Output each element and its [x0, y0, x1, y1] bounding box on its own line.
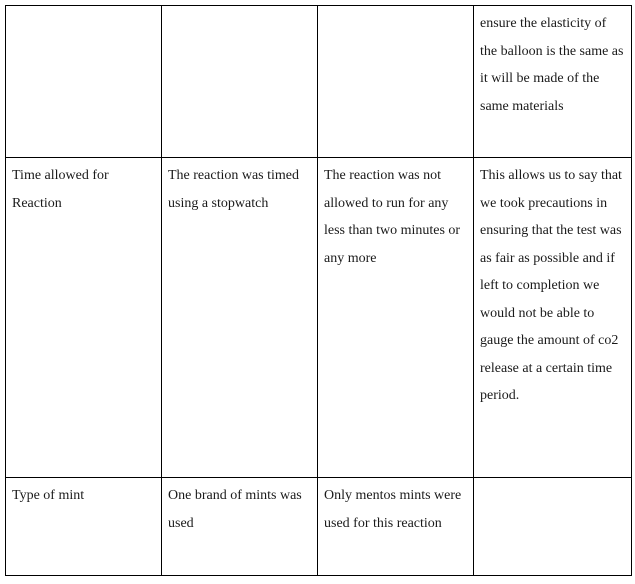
- cell-text: The reaction was timed using a stopwatch: [168, 168, 300, 211]
- cell-text: The reaction was not allowed to run for any less than two minutes or any more: [324, 168, 461, 266]
- cell-text: One brand of mints was used: [168, 488, 302, 531]
- table-cell: [162, 6, 318, 158]
- table-cell: [474, 6, 632, 158]
- table-cell: [474, 158, 632, 478]
- cell-text: Only mentos mints were used for this reaction: [324, 488, 462, 531]
- table-cell: [6, 6, 162, 158]
- table-cell: [6, 478, 162, 576]
- cell-text: ensure the elasticity of the balloon is the same as it will be made of the same materials: [480, 16, 624, 114]
- variables-table: [5, 5, 632, 576]
- table-row: [6, 6, 632, 158]
- table-cell: [318, 158, 474, 478]
- table-row: [6, 478, 632, 576]
- table-row: [6, 158, 632, 478]
- table-cell: [318, 6, 474, 158]
- cell-text: Type of mint: [12, 488, 85, 503]
- variables-table-container: [5, 5, 631, 575]
- table-cell: [474, 478, 632, 576]
- table-cell: [162, 478, 318, 576]
- cell-text: Time allowed for Reaction: [12, 168, 109, 211]
- cell-text: This allows us to say that we took precautions in ensuring that the test was as fair as possible and if left to completion we would not be able to gauge the amount of co2 release at a certain time period.: [480, 168, 622, 403]
- table-cell: [6, 158, 162, 478]
- table-cell: [162, 158, 318, 478]
- table-cell: [318, 478, 474, 576]
